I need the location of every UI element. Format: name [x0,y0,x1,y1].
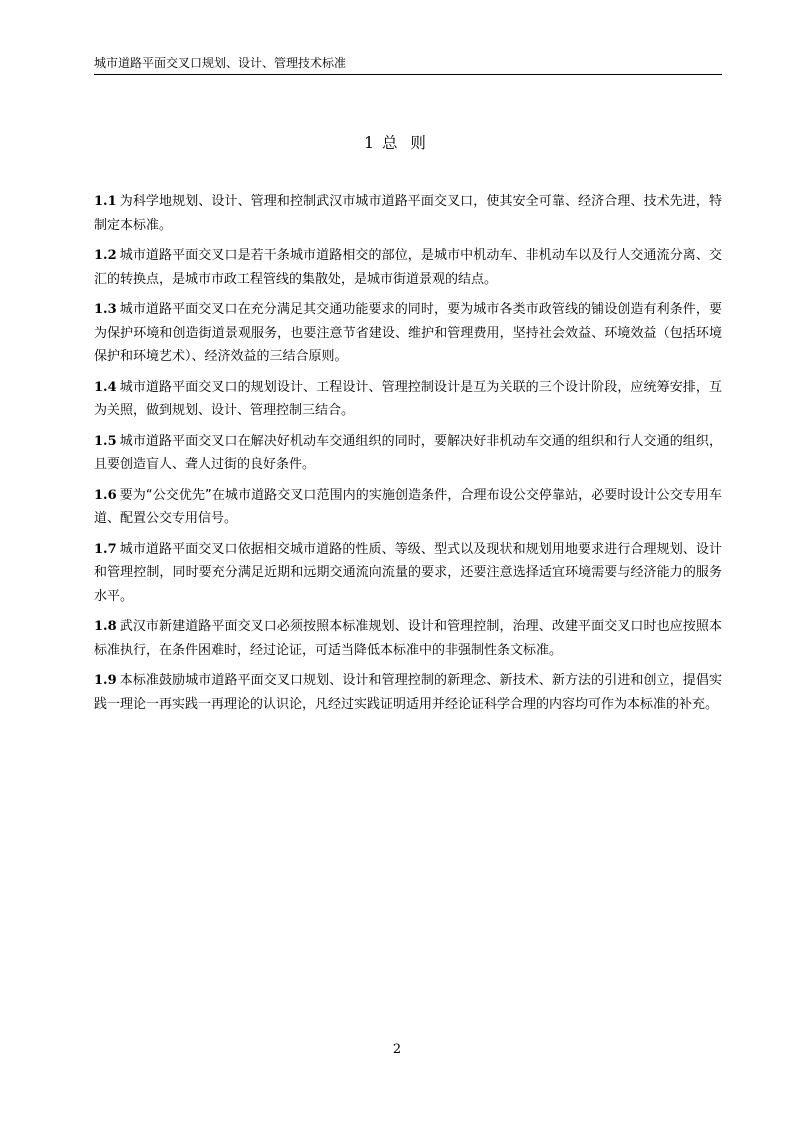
clause-text: 城市道路平面交叉口是若干条城市道路相交的部位，是城市中机动车、非机动车以及行人交通流分离、交汇的转换点，是城市市政工程管线的集散处，是城市街道景观的结点。 [94,248,722,287]
clause-text: 武汉市新建道路平面交叉口必须按照本标准规划、设计和管理控制，治理、改建平面交叉口时也应按照本标准执行，在条件困难时，经过论证，可适当降低本标准中的非强制性条文标准。 [94,619,722,658]
chapter-title [0,133,794,153]
clause-text: 城市道路平面交叉口在解决好机动车交通组织的同时，要解决好非机动车交通的组织和行人交通的组织，且要创造盲人、聋人过街的良好条件。 [94,433,722,472]
clause-1-3 [94,298,722,369]
clause-1-6 [94,484,722,531]
running-header-title: 城市道路平面交叉口规划、设计、管理技术标准 [94,56,347,70]
clause-number: 1.6 [94,487,117,503]
clause-text: 要为“公交优先”在城市道路交叉口范围内的实施创造条件，合理布设公交停靠站，必要时设计公交专用车道、配置公交专用信号。 [94,487,722,526]
clause-1-7 [94,538,722,609]
clause-text: 城市道路平面交叉口在充分满足其交通功能要求的同时，要为城市各类市政管线的铺设创造有利条件，要为保护环境和创造街道景观服务，也要注意节省建设、维护和管理费用，坚持社会效益、环境效益（包括环境保护和环境艺术）、经济效益的三结合原则。 [94,302,722,364]
clause-list [94,190,722,723]
clause-number: 1.4 [94,379,117,395]
clause-text: 城市道路平面交叉口的规划设计、工程设计、管理控制设计是互为关联的三个设计阶段，应统筹安排，互为关照，做到规划、设计、管理控制三结合。 [94,379,722,418]
clause-1-9 [94,669,722,716]
clause-text: 城市道路平面交叉口依据相交城市道路的性质、等级、型式以及现状和规划用地要求进行合理规划、设计和管理控制，同时要充分满足近期和远期交通流向流量的要求，还要注意选择适宜环境需要与经济能力的服务水平。 [94,541,722,604]
clause-number: 1.8 [94,619,117,634]
page-number: 2 [392,1042,402,1057]
clause-number: 1.1 [94,194,117,209]
clause-1-5 [94,430,722,477]
clause-number: 1.3 [94,302,117,317]
clause-text: 为科学地规划、设计、管理和控制武汉市城市道路平面交叉口，使其安全可靠、经济合理、技术先进，特制定本标准。 [94,194,722,233]
clause-1-2 [94,244,722,291]
clause-number: 1.7 [94,541,117,557]
clause-number: 1.2 [94,248,117,263]
clause-number: 1.5 [94,433,117,449]
clause-number: 1.9 [94,673,117,688]
clause-1-1 [94,190,722,237]
chapter-name: 总 则 [381,134,430,152]
clause-1-4 [94,376,722,423]
clause-text: 本标准鼓励城市道路平面交叉口规划、设计和管理控制的新理念、新技术、新方法的引进和创立，提倡实践一理论一再实践一再理论的认识论，凡经过实践证明适用并经论证科学合理的内容均可作为本标准的补充。 [94,673,722,712]
running-header [94,55,722,75]
clause-1-8 [94,615,722,662]
chapter-number: 1 [364,134,374,152]
